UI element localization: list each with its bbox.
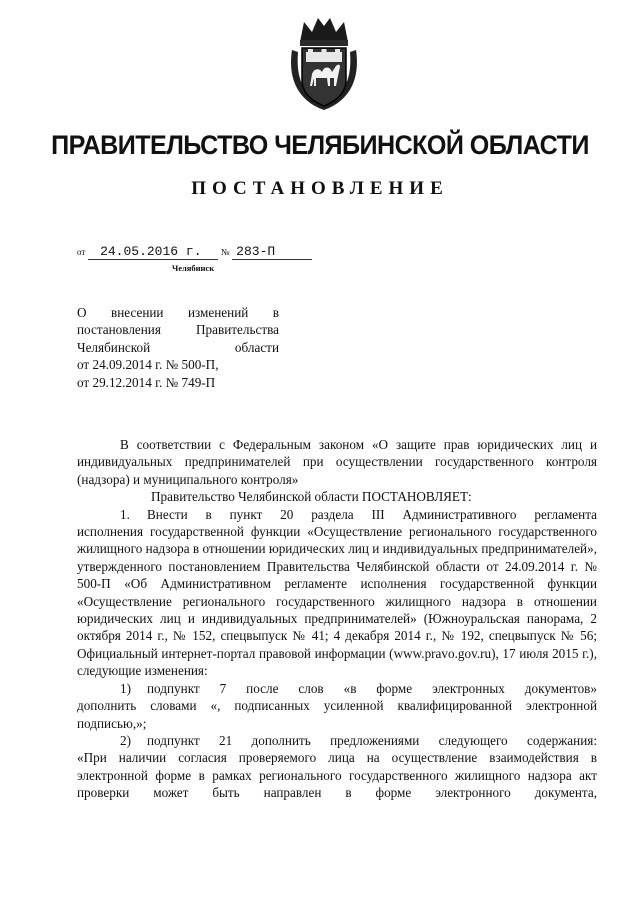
subject-line: Челябинской области	[77, 339, 279, 355]
subitem-2-text: «При наличии согласия проверяемого лица на осуществление взаимодействия в электронной форме в рамках регионального государственного жилищного надзора акт проверки может быть направлен в форме электронного документа,	[77, 750, 597, 801]
document-number: 283-П	[232, 244, 312, 260]
document-meta	[77, 244, 312, 260]
subitem-2-first-line	[77, 732, 597, 749]
item-1-text: исполнения государственной функции «Осуществление регионального государственного жилищного надзора в отношении юридических лиц и индивидуальных предпринимателей», утвержденного постановлением Правительства Челябинской области от 24.09.2014 г. № 500-П «Об Административном регламенте исполнения государственной функции «Осуществление регионального государственного жилищного надзора в отношении юридических лиц и индивидуальных предпринимателей» (Южноуральская панорама, 2 октября 2014 г., № 152, спецвыпуск № 41; 4 декабря 2014 г., № 192, спецвыпуск № 56; Официальный интернет-портал правовой информации (www.pravo.gov.ru), 17 июля 2015 г.), следующие изменения:	[77, 524, 597, 679]
government-title: ПРАВИТЕЛЬСТВО ЧЕЛЯБИНСКОЙ ОБЛАСТИ	[51, 130, 589, 160]
subitem-1-number: 1)	[120, 680, 131, 696]
subitem-2-first-text: подпункт 21 дополнить предложениями следующего содержания:	[147, 732, 597, 748]
number-prefix: №	[220, 247, 230, 257]
subitem-1-first-line	[77, 680, 597, 697]
preamble-paragraph: В соответствии с Федеральным законом «О защите прав юридических лиц и индивидуальных предпринимателей при осуществлении государственного контроля (надзора) и муниципального контроля»	[77, 437, 597, 487]
subject-line: от 29.12.2014 г. № 749-П	[77, 374, 216, 390]
document-subject	[77, 304, 279, 391]
subject-line: от 24.09.2014 г. № 500-П,	[77, 357, 219, 373]
item-1-first-line	[77, 506, 597, 523]
item-1-first-text: Внести в пункт 20 раздела III Административного регламента	[147, 506, 597, 522]
subject-line: О внесении изменений в	[77, 305, 279, 320]
item-1-number: 1.	[120, 506, 130, 522]
subitem-2-number: 2)	[120, 732, 131, 748]
document-date: 24.05.2016 г.	[88, 244, 218, 260]
issue-city: Челябинск	[172, 263, 215, 273]
document-type: ПОСТАНОВЛЕНИЕ	[191, 178, 449, 199]
document-body	[77, 436, 597, 802]
resolves-paragraph: Правительство Челябинской области ПОСТАНОВЛЯЕТ:	[151, 489, 472, 505]
coat-of-arms-icon	[286, 16, 362, 112]
subject-line: постановления Правительства	[77, 322, 279, 338]
date-prefix: от	[77, 247, 86, 257]
subitem-1-first-text: подпункт 7 после слов «в форме электронных документов»	[147, 680, 597, 696]
subitem-1-text: дополнить словами «, подписанных усиленной квалифицированной электронной подписью,»;	[77, 698, 597, 731]
